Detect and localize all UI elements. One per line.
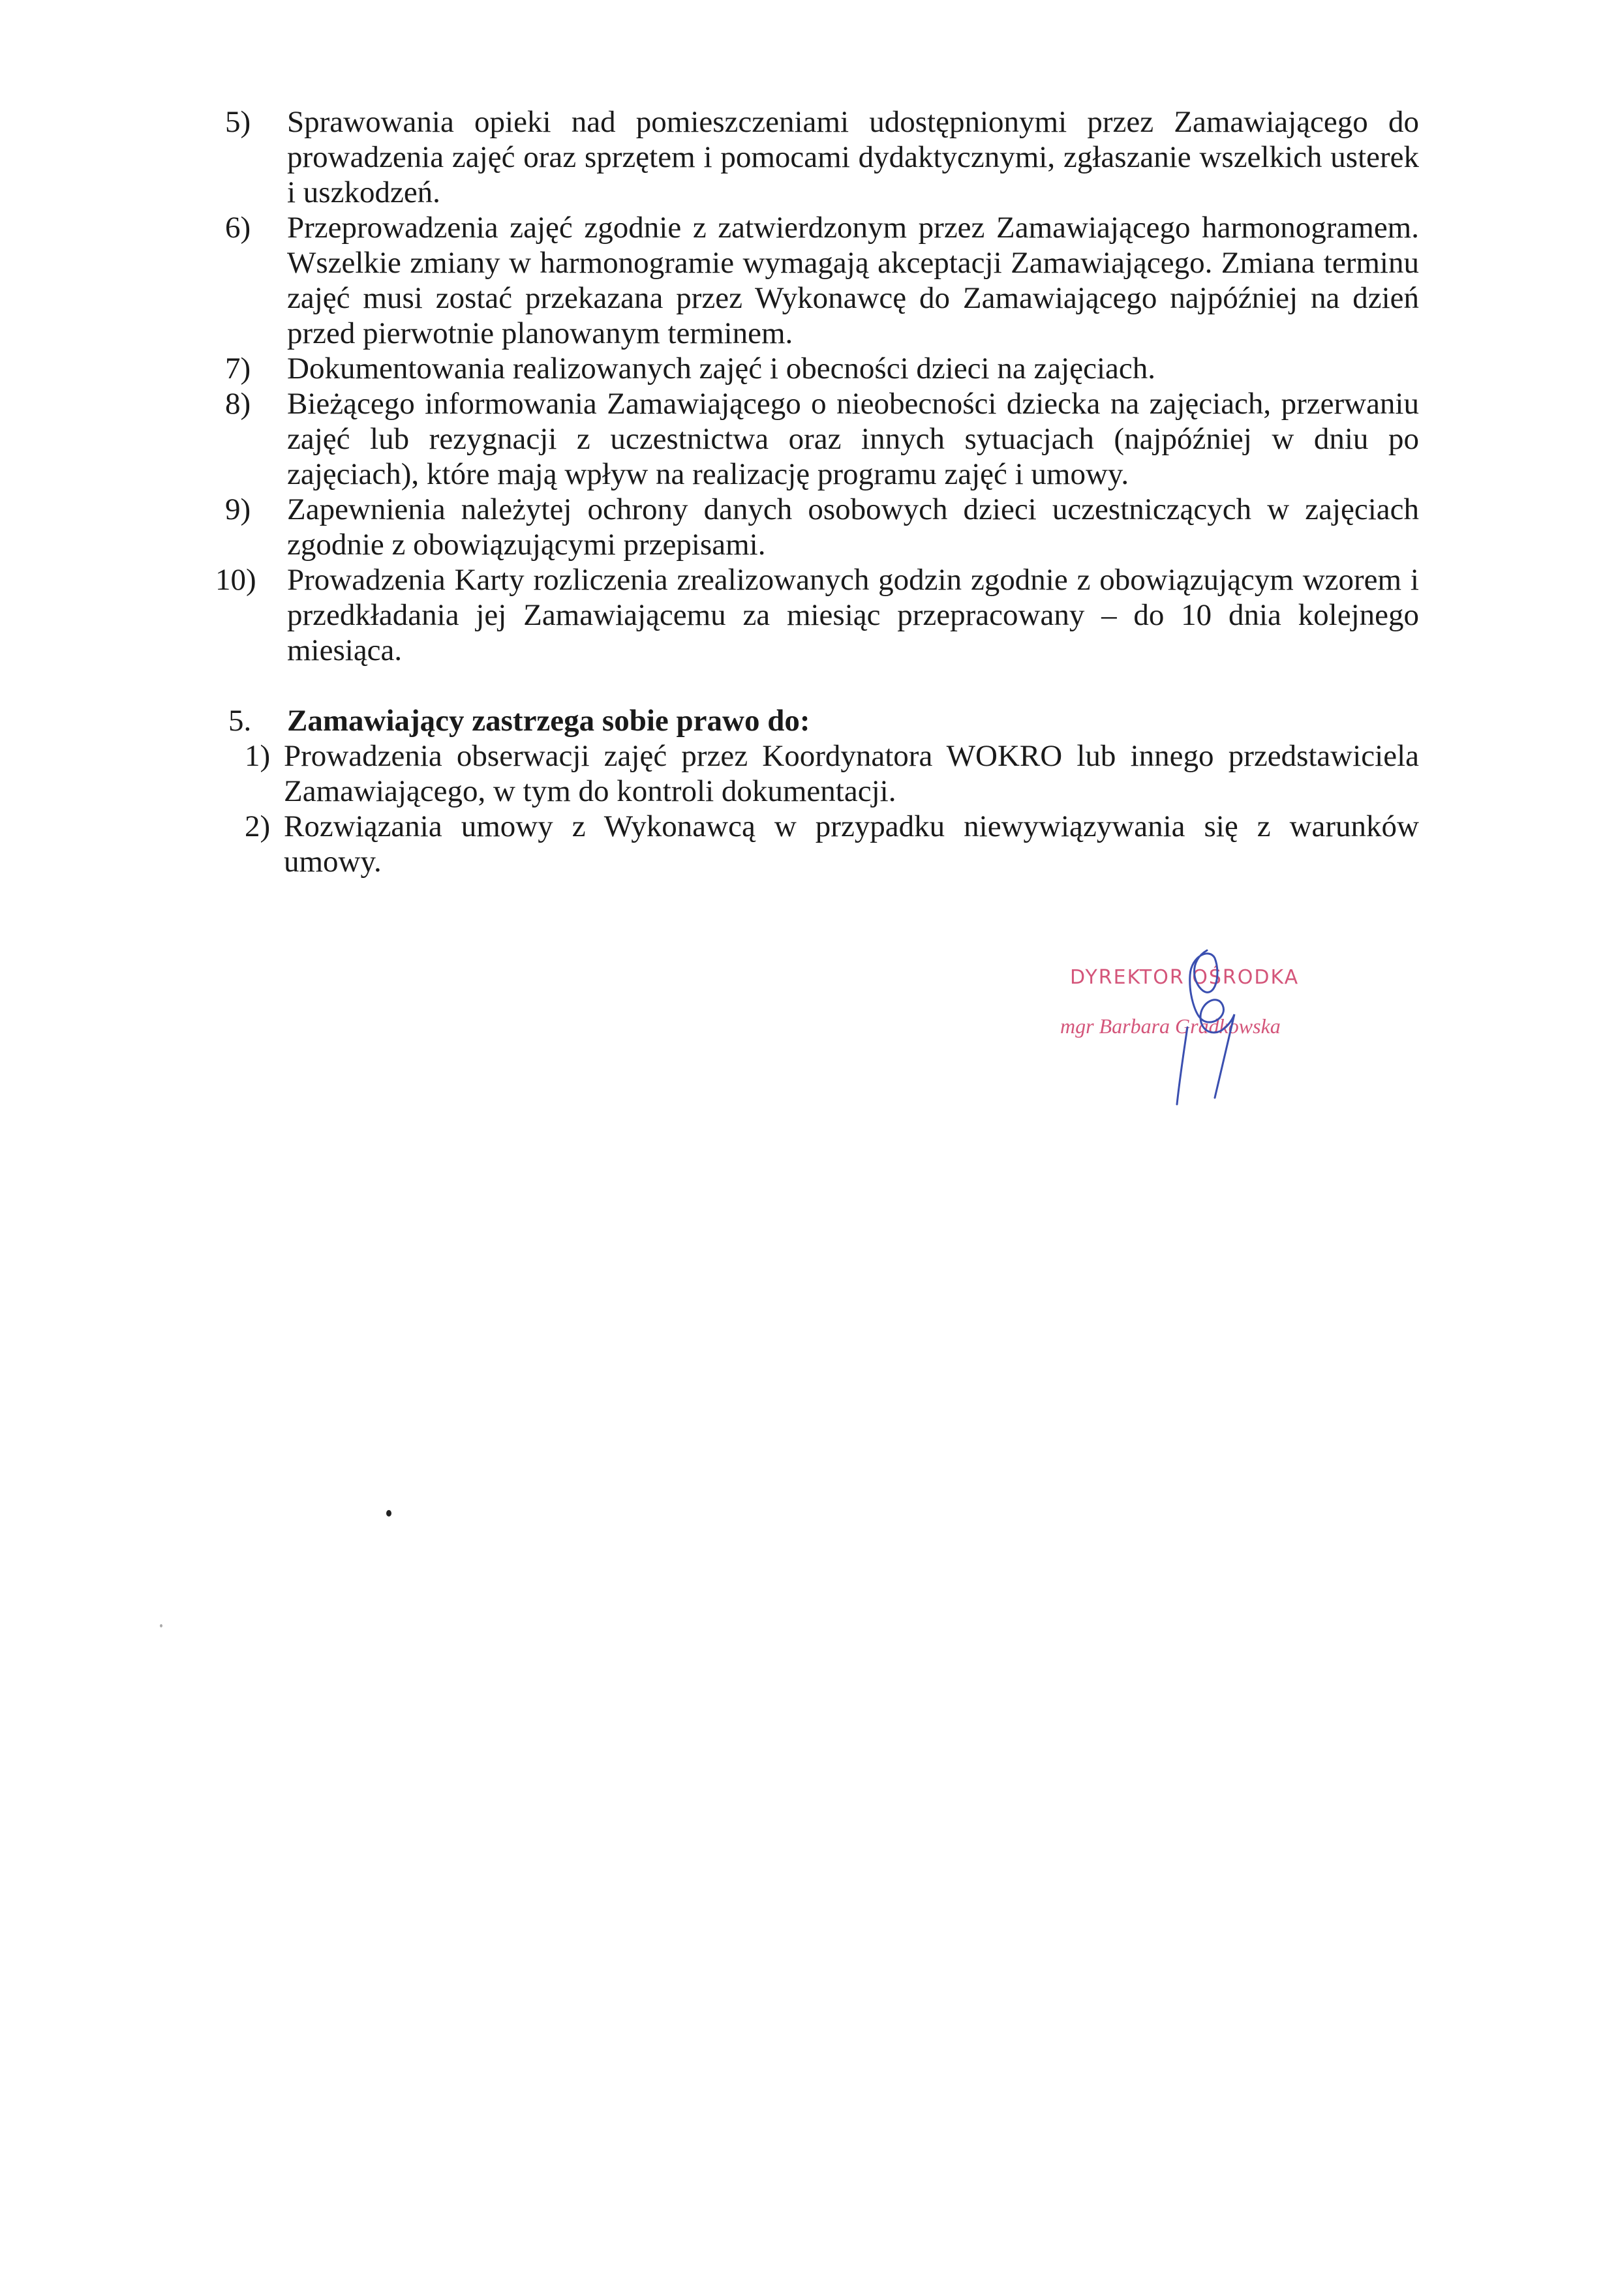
- scan-speck: [160, 1624, 162, 1627]
- item-number: 8): [225, 387, 251, 421]
- item-number: 2): [245, 809, 271, 843]
- stamp-title: DYREKTOR OŚRODKA: [1070, 966, 1300, 989]
- stamp-name: mgr Barbara Gradkowska: [1060, 1014, 1281, 1038]
- item-number: 10): [215, 563, 256, 597]
- item-text: Prowadzenia obserwacji zajęć przez Koordynatora WOKRO lub innego przedstawiciela Zamawiającego, w tym do kontroli dokumentacji.: [284, 739, 1419, 808]
- section-5-list: [225, 738, 1419, 879]
- item-text: Zapewnienia należytej ochrony danych osobowych dzieci uczestniczących w zajęciach zgodnie z obowiązującymi przepisami.: [287, 492, 1419, 562]
- director-stamp: [1044, 949, 1409, 1119]
- list-item: [225, 210, 1419, 351]
- item-text: Rozwiązania umowy z Wykonawcą w przypadku niewywiązywania się z warunków umowy.: [284, 809, 1419, 879]
- section-5-heading: [225, 703, 1419, 738]
- item-number: 6): [225, 211, 251, 245]
- scan-speck: [386, 1510, 391, 1517]
- item-text: Sprawowania opieki nad pomieszczeniami udostępnionymi przez Zamawiającego do prowadzenia zajęć oraz sprzętem i pomocami dydaktycznymi, zgłaszanie wszelkich usterek i uszkodzeń.: [287, 105, 1419, 209]
- item-text: Dokumentowania realizowanych zajęć i obecności dzieci na zajęciach.: [287, 352, 1155, 385]
- section-heading-text: Zamawiający zastrzega sobie prawo do:: [287, 704, 810, 738]
- section-4-list: [215, 104, 1419, 668]
- list-item: [225, 492, 1419, 562]
- item-text: Prowadzenia Karty rozliczenia zrealizowanych godzin zgodnie z obowiązującym wzorem i przedkładania jej Zamawiającemu za miesiąc przepracowany – do 10 dnia kolejnego miesiąca.: [287, 563, 1419, 667]
- list-item: [225, 351, 1419, 386]
- signature-stroke: [1177, 950, 1234, 1104]
- list-item: [225, 386, 1419, 492]
- item-number: 5): [225, 105, 251, 139]
- item-text: Przeprowadzenia zajęć zgodnie z zatwierdzonym przez Zamawiającego harmonogramem. Wszelkie zmiany w harmonogramie wymagają akceptacji Zamawiającego. Zmiana terminu zajęć musi zostać przekazana przez Wykonawcę do Zamawiającego najpóźniej na dzień przed pierwotnie planowanym terminem.: [287, 211, 1419, 350]
- item-number: 9): [225, 492, 251, 526]
- handwritten-signature: [1044, 949, 1409, 1119]
- item-number: 1): [245, 739, 271, 773]
- item-text: Bieżącego informowania Zamawiającego o nieobecności dziecka na zajęciach, przerwaniu zajęć lub rezygnacji z uczestnictwa oraz innych sytuacjach (najpóźniej w dniu po zajęciach), które mają wpływ na realizację programu zajęć i umowy.: [287, 387, 1419, 491]
- list-item: [225, 738, 1419, 809]
- list-item: [225, 104, 1419, 210]
- section-number: 5.: [228, 704, 252, 738]
- document-content: [215, 104, 1419, 879]
- list-item: [215, 562, 1419, 668]
- list-item: [225, 809, 1419, 879]
- item-number: 7): [225, 352, 251, 385]
